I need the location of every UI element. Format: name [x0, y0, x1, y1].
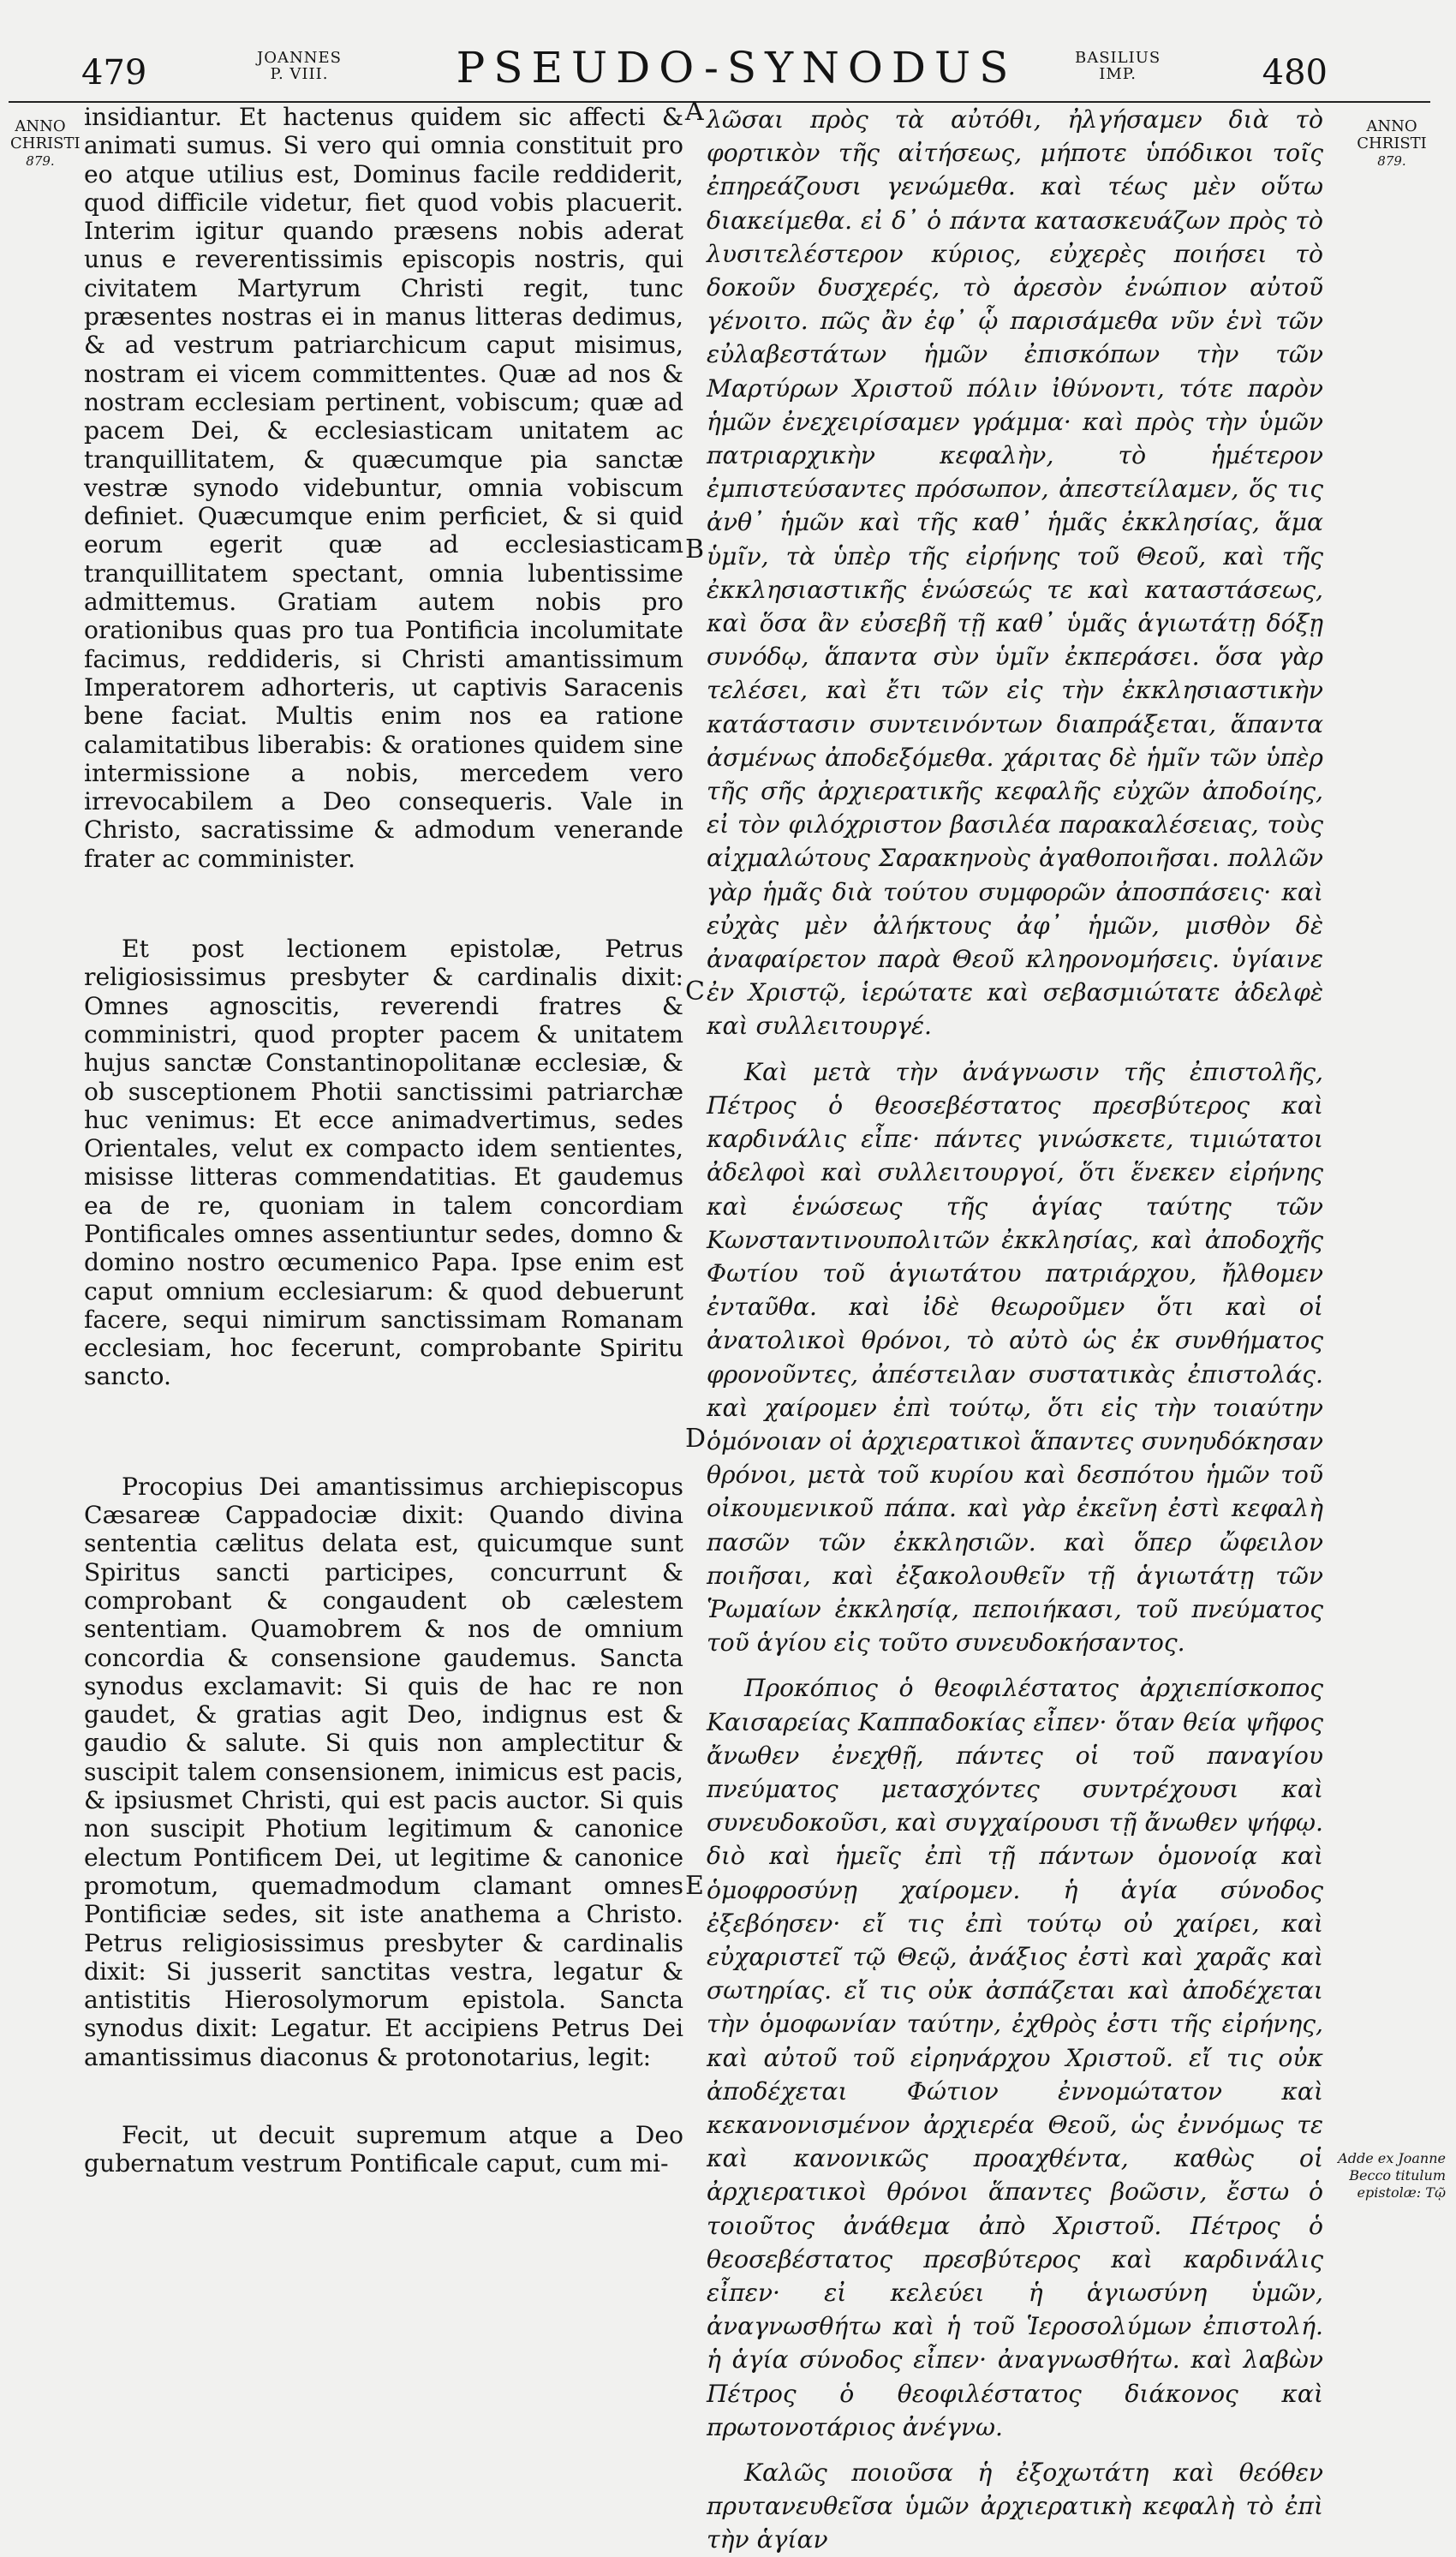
margin-year-left-christi: CHRISTI	[10, 134, 81, 152]
running-head-right-line2: IMP.	[1099, 65, 1137, 83]
latin-paragraph-2: Et post lectionem epistolæ, Petrus religiosissimus presbyter & cardinalis dixit: Omnes agnoscitis, reverendi fratres & comministri, quod propter pacem & unitatem hujus sanctæ Constantinopolitanæ ecclesiæ, & ob susceptionem Photii sanctissimi patriarchæ huc venimus: Et ecce animadvertimus, sedes Orientales, velut ex compacto idem sentientes, misisse litteras commendatitias. Et gaudemus ea de re, quoniam in talem concordiam Pontificales omnes assentiuntur sedes, domno & domino nostro œcumenico Papa. Ipse enim est caput omnium ecclesiarum: & quod debuerunt facere, sequi nimirum sanctissimam Romanam ecclesiam, hoc fecerunt, comprobante Spiritu sancto.	[84, 935, 683, 1391]
running-head-left	[257, 50, 342, 82]
latin-paragraph-1: insidiantur. Et hactenus quidem sic affecti & animati sumus. Si vero qui omnia constituit pro eo atque utilius est, Dominus facile reddiderit, quod difficile videtur, fiet quod vobis placuerit. Interim igitur quando præsens nobis aderat unus e reverentissimis episcopis nostris, qui civitatem Martyrum Christi regit, tunc præsentes nostras ei in manus litteras dedimus, & ad vestrum patriarchicum caput misimus, nostram ei vicem committentes. Quæ ad nos & nostram ecclesiam pertinent, vobiscum; quæ ad pacem Dei, & ecclesiasticam unitatem ac tranquillitatem, & quæcumque pia sanctæ vestræ synodo videbuntur, omnia vobiscum definiet. Quæcumque enim perficiet, & si quid eorum egerit quæ ad ecclesiasticam tranquillitatem spectant, omnia lubentissime admittemus. Gratiam autem nobis pro orationibus quas pro tua Pontificia incolumitate facimus, reddideris, si Christi amantissimum Imperatorem adhorteris, ut captivis Saracenis bene faciat. Multis enim nos ea ratione calamitatibus liberabis: & orationes quidem sine intermissione a nobis, mercedem vero irrevocabilem a Deo consequeris. Vale in Christo, sacratissime & admodum venerande frater ac comminister.	[84, 103, 683, 873]
greek-column	[707, 103, 1323, 2557]
margin-year-right-anno: ANNO	[1366, 117, 1417, 135]
greek-paragraph-4: Καλῶς ποιοῦσα ἡ ἐξοχωτάτη καὶ θεόθεν πρυτανευθεῖσα ὑμῶν ἀρχιερατικὴ κεφαλὴ τὸ ἐπὶ τὴν ἁγίαν	[707, 2458, 1323, 2554]
latin-paragraph-4: Fecit, ut decuit supremum atque a Deo gubernatum vestrum Pontificale caput, cum mi-	[84, 2121, 683, 2178]
running-head-right	[1075, 50, 1161, 82]
running-head-left-line2: P. VIII.	[270, 65, 329, 83]
section-letter-b: B	[685, 535, 705, 565]
margin-year-left-anno: ANNO	[15, 117, 66, 135]
page-number-left: 479	[81, 53, 147, 93]
greek-paragraph-3: Προκόπιος ὁ θεοφιλέστατος ἀρχιεπίσκοπος Καισαρείας Καππαδοκίας εἶπεν· ὅταν θεία ψῆφος ἄνωθεν ἐνεχθῇ, πάντες οἱ τοῦ παναγίου πνεύματος μετασχόντες συντρέχουσι καὶ συνευδοκοῦσι, καὶ συγχαίρουσι τῇ ἄνωθεν ψήφῳ. διὸ καὶ ἡμεῖς ἐπὶ τῇ πάντων ὁμονοίᾳ καὶ ὁμοφροσύνῃ χαίρομεν. ἡ ἁγία σύνοδος ἐξεβόησεν· εἴ τις ἐπὶ τούτῳ οὐ χαίρει, καὶ εὐχαριστεῖ τῷ Θεῷ, ἀνάξιος ἐστὶ καὶ χαρᾶς καὶ σωτηρίας. εἴ τις οὐκ ἀσπάζεται καὶ ἀποδέχεται τὴν ὁμοφωνίαν ταύτην, ἐχθρὸς ἐστι τῆς εἰρήνης, καὶ αὐτοῦ τοῦ εἰρηνάρχου Χριστοῦ. εἴ τις οὐκ ἀποδέχεται Φώτιον ἐννομώτατον καὶ κεκανονισμένον ἀρχιερέα Θεοῦ, ὡς ἐννόμως τε καὶ κανονικῶς προαχθέντα, καθὼς οἱ ἀρχιερατικοὶ θρόνοι ἅπαντες βοῶσιν, ἔστω ὁ τοιοῦτος ἀνάθεμα ἀπὸ Χριστοῦ. Πέτρος ὁ θεοσεβέστατος πρεσβύτερος καὶ καρδινάλις εἶπεν· εἰ κελεύει ἡ ἁγιωσύνη ὑμῶν, ἀναγνωσθήτω καὶ ἡ τοῦ Ἱεροσολύμων ἐπιστολή. ἡ ἁγία σύνοδος εἶπεν· ἀναγνωσθήτω. καὶ λαβὼν Πέτρος ὁ θεοφιλέστατος διάκονος καὶ πρωτονοτάριος ἀνέγνω.	[707, 1674, 1323, 2441]
margin-year-left-number: 879.	[26, 153, 55, 169]
margin-year-right	[1345, 118, 1439, 170]
margin-note: Adde ex Joanne Becco titulum epistolæ: Τῷ	[1338, 2150, 1446, 2201]
section-letter-d: D	[685, 1424, 707, 1454]
section-letter-a: A	[685, 97, 704, 127]
margin-year-left	[10, 117, 81, 170]
running-head-left-line1: JOANNES	[257, 49, 342, 67]
latin-paragraph-3: Procopius Dei amantissimus archiepiscopus Cæsareæ Cappadociæ dixit: Quando divina sententia cælitus delata est, quicumque sunt Spiritus sancti participes, concurrunt & comprobant & congaudent ob cælestem sententiam. Quamobrem & nos de omnium concordia & consensione gaudemus. Sancta synodus exclamavit: Si quis de hac re non gaudet, & gratias agit Deo, indignus est & gaudio & salute. Si quis non amplectitur & suscipit talem consensionem, inimicus est pacis, & ipsiusmet Christi, qui est pacis auctor. Si quis non suscipit Photium legitimum & canonice electum Pontificem Dei, ut legitime & canonice promotum, quemadmodum clamant omnes Pontificiæ sedes, sit iste anathema a Christo. Petrus religiosissimus presbyter & cardinalis dixit: Si jusserit sanctitas vestra, legatur & antistitis Hierosolymorum epistola. Sancta synodus dixit: Legatur. Et accipiens Petrus Dei amantissimus diaconus & protonotarius, legit:	[84, 1472, 683, 2071]
running-head-right-line1: BASILIUS	[1075, 49, 1161, 67]
greek-paragraph-2: Καὶ μετὰ τὴν ἀνάγνωσιν τῆς ἐπιστολῆς, Πέτρος ὁ θεοσεβέστατος πρεσβύτερος καὶ καρδινάλις εἶπε· πάντες γινώσκετε, τιμιώτατοι ἀδελφοὶ καὶ συλλειτουργοί, ὅτι ἕνεκεν εἰρήνης καὶ ἑνώσεως τῆς ἁγίας ταύτης τῶν Κωνσταντινουπολιτῶν ἐκκλησίας, καὶ ἀποδοχῆς Φωτίου τοῦ ἁγιωτάτου πατριάρχου, ἤλθομεν ἐνταῦθα. καὶ ἰδὲ θεωροῦμεν ὅτι καὶ οἱ ἀνατολικοὶ θρόνοι, τὸ αὐτὸ ὡς ἐκ συνθήματος φρονοῦντες, ἀπέστειλαν συστατικὰς ἐπιστολάς. καὶ χαίρομεν ἐπὶ τούτῳ, ὅτι εἰς τὴν τοιαύτην ὁμόνοιαν οἱ ἀρχιερατικοὶ ἅπαντες συνηυδόκησαν θρόνοι, μετὰ τοῦ κυρίου καὶ δεσπότου ἡμῶν τοῦ οἰκουμενικοῦ πάπα. καὶ γὰρ ἐκεῖνη ἐστὶ κεφαλὴ πασῶν τῶν ἐκκλησιῶν. καὶ ὅπερ ὤφειλον ποιῆσαι, καὶ ἐξακολουθεῖν τῇ ἁγιωτάτῃ τῶν Ῥωμαίων ἐκκλησίᾳ, πεποιήκασι, τοῦ πνεύματος τοῦ ἁγίου εἰς τοῦτο συνευδοκήσαντος.	[707, 1057, 1323, 1658]
section-letter-c: C	[685, 977, 705, 1007]
section-letter-e: E	[685, 1871, 704, 1901]
greek-paragraph-1: λῶσαι πρὸς τὰ αὐτόθι, ἠλγήσαμεν διὰ τὸ φορτικὸν τῆς αἰτήσεως, μήποτε ὑπόδικοι τοῖς ἐπηρεάζουσι γενώμεθα. καὶ τέως μὲν οὕτω διακείμεθα. εἰ δ᾽ ὁ πάντα κατασκευάζων πρὸς τὸ λυσιτελέστερον κύριος, εὐχερὲς ποιήσει τὸ δοκοῦν δυσχερές, τὸ ἀρεσὸν ἐνώπιον αὐτοῦ γένοιτο. πῶς ἂν ἐφ᾽ ᾧ παρισάμεθα νῦν ἑνὶ τῶν εὐλαβεστάτων ἡμῶν ἐπισκόπων τὴν τῶν Μαρτύρων Χριστοῦ πόλιν ἰθύνοντι, τότε παρὸν ἡμῶν ἐνεχειρίσαμεν γράμμα· καὶ πρὸς τὴν ὑμῶν πατριαρχικὴν κεφαλὴν, τὸ ἡμέτερον ἐμπιστεύσαντες πρόσωπον, ἀπεστείλαμεν, ὅς τις ἀνθ᾽ ἡμῶν καὶ τῆς καθ᾽ ἡμᾶς ἐκκλησίας, ἅμα ὑμῖν, τὰ ὑπὲρ τῆς εἰρήνης τοῦ Θεοῦ, καὶ τῆς ἐκκλησιαστικῆς ἑνώσεώς τε καὶ καταστάσεως, καὶ ὅσα ἂν εὐσεβῆ τῇ καθ᾽ ὑμᾶς ἁγιωτάτῃ δόξῃ συνόδῳ, ἅπαντα σὺν ὑμῖν ἐκπεράσει. ὅσα γὰρ τελέσει, καὶ ἔτι τῶν εἰς τὴν ἐκκλησιαστικὴν κατάστασιν συντεινόντων διαπράξεται, ἅπαντα ἀσμένως ἀποδεξόμεθα. χάριτας δὲ ἡμῖν τῶν ὑπὲρ τῆς σῆς ἀρχιερατικῆς κεφαλῆς εὐχῶν ἀποδοίης, εἰ τὸν φιλόχριστον βασιλέα παρακαλέσειας, τοὺς αἰχμαλώτους Σαρακηνοὺς ἀγαθοποιῆσαι. πολλῶν γὰρ ἡμᾶς διὰ τούτου συμφορῶν ἀποσπάσεις· καὶ εὐχὰς μὲν ἀλήκτους ἀφ᾽ ἡμῶν, μισθὸν δὲ ἀναφαίρετον παρὰ Θεοῦ κληρονομήσεις. ὑγίαινε ἐν Χριστῷ, ἱερώτατε καὶ σεβασμιώτατε ἀδελφὲ καὶ συλλειτουργέ.	[707, 105, 1323, 1041]
margin-year-right-christi: CHRISTI	[1357, 134, 1427, 152]
page-number-right: 480	[1262, 53, 1328, 93]
latin-column	[84, 103, 683, 2178]
page-title: PSEUDO-SYNODUS	[456, 43, 1017, 93]
margin-year-right-number: 879.	[1377, 153, 1406, 169]
